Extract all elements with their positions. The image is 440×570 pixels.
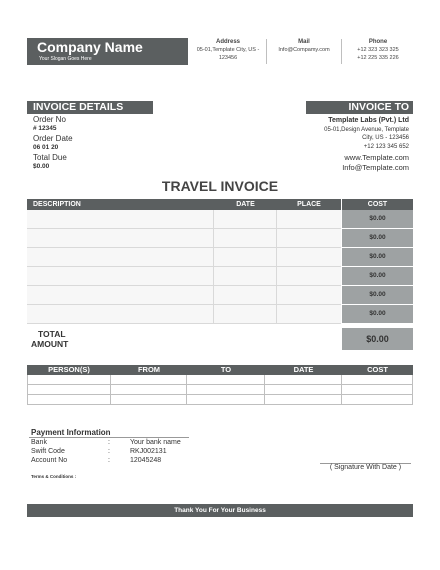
- column-header-cost: COST: [342, 365, 413, 375]
- swift-code-colon: :: [108, 448, 110, 455]
- total-amount-value: $0.00: [342, 328, 413, 350]
- company-name: Company Name: [37, 39, 143, 55]
- column-header-from: FROM: [111, 365, 187, 375]
- address-title: Address: [215, 39, 240, 45]
- bank-label: Bank: [31, 439, 47, 446]
- table-row[interactable]: [27, 248, 341, 267]
- account-no-value: 12045248: [130, 457, 162, 464]
- account-no-label: Account No: [31, 457, 68, 464]
- payment-info-title: Payment Information: [31, 428, 111, 437]
- recipient-phone: +12 123 345 652: [363, 144, 409, 150]
- total-due-label: Total Due: [33, 153, 67, 162]
- bank-colon: :: [108, 439, 110, 446]
- column-header-place: PLACE: [277, 199, 341, 210]
- recipient-address-line2: City, US - 123456: [362, 135, 409, 141]
- document-title: TRAVEL INVOICE: [161, 178, 279, 194]
- phone-2: +12 225 335 226: [357, 55, 399, 61]
- column-header-date: DATE: [265, 365, 342, 375]
- total-label-line2: AMOUNT: [31, 339, 69, 349]
- column-header-description: DESCRIPTION: [27, 199, 214, 210]
- cost-cell: $0.00: [342, 267, 413, 285]
- table-row[interactable]: [27, 375, 413, 385]
- cost-cell: $0.00: [342, 286, 413, 304]
- company-header-box: [27, 38, 188, 65]
- recipient-email: Info@Template.com: [342, 163, 409, 172]
- invoice-to-bar: INVOICE TO: [306, 101, 413, 114]
- table-row[interactable]: [27, 305, 341, 324]
- order-date-value: 06 01 20: [33, 144, 59, 151]
- total-label-line1: TOTAL: [38, 329, 66, 339]
- header-address: [190, 38, 266, 66]
- order-no-value: # 12345: [33, 125, 57, 132]
- recipient-website: www.Template.com: [344, 153, 409, 162]
- total-due-value: $0.00: [33, 163, 50, 170]
- cost-cell: $0.00: [342, 210, 413, 228]
- column-header-date: DATE: [214, 199, 277, 210]
- order-date-label: Order Date: [33, 134, 73, 143]
- invoice-details-bar: INVOICE DETAILS: [27, 101, 153, 114]
- column-header-cost: COST: [342, 199, 413, 210]
- header-divider: [266, 39, 267, 64]
- phone-1: +12 323 323 325: [357, 47, 399, 53]
- bank-value: Your bank name: [130, 439, 181, 446]
- terms-label: Terms & Conditions :: [31, 474, 77, 479]
- signature-label: ( Signature With Date ): [329, 464, 402, 471]
- address-line1: 05-01,Template City, US -: [196, 47, 260, 53]
- recipient-name: Template Labs (Pvt.) Ltd: [328, 117, 409, 124]
- table-row[interactable]: [27, 229, 341, 248]
- table-row[interactable]: [27, 267, 341, 286]
- order-no-label: Order No: [33, 115, 66, 124]
- account-no-colon: :: [108, 457, 110, 464]
- column-header-persons: PERSON(S): [27, 365, 111, 375]
- swift-code-value: RKJ002131: [130, 448, 167, 455]
- table-row[interactable]: [27, 395, 413, 405]
- recipient-address-line1: 05-01,Design Avenue, Template: [324, 127, 409, 133]
- cost-cell: $0.00: [342, 305, 413, 323]
- mail-value: Info@Compamy.com: [278, 47, 330, 53]
- table-row[interactable]: [27, 286, 341, 305]
- phone-title: Phone: [368, 39, 388, 45]
- address-line2: 123456: [218, 55, 238, 61]
- cost-cell: $0.00: [342, 229, 413, 247]
- table-row[interactable]: [27, 385, 413, 395]
- table-row[interactable]: [27, 210, 341, 229]
- column-header-to: TO: [187, 365, 265, 375]
- company-slogan: Your Slogan Goes Here: [39, 56, 92, 62]
- cost-cell: $0.00: [342, 248, 413, 266]
- total-amount-row: [27, 328, 413, 350]
- total-amount-label: [31, 329, 68, 349]
- mail-title: Mail: [298, 39, 310, 45]
- header-phone: [342, 38, 414, 66]
- header-mail: [268, 38, 340, 66]
- footer-thank-you: Thank You For Your Business: [27, 504, 413, 517]
- swift-code-label: Swift Code: [31, 448, 65, 455]
